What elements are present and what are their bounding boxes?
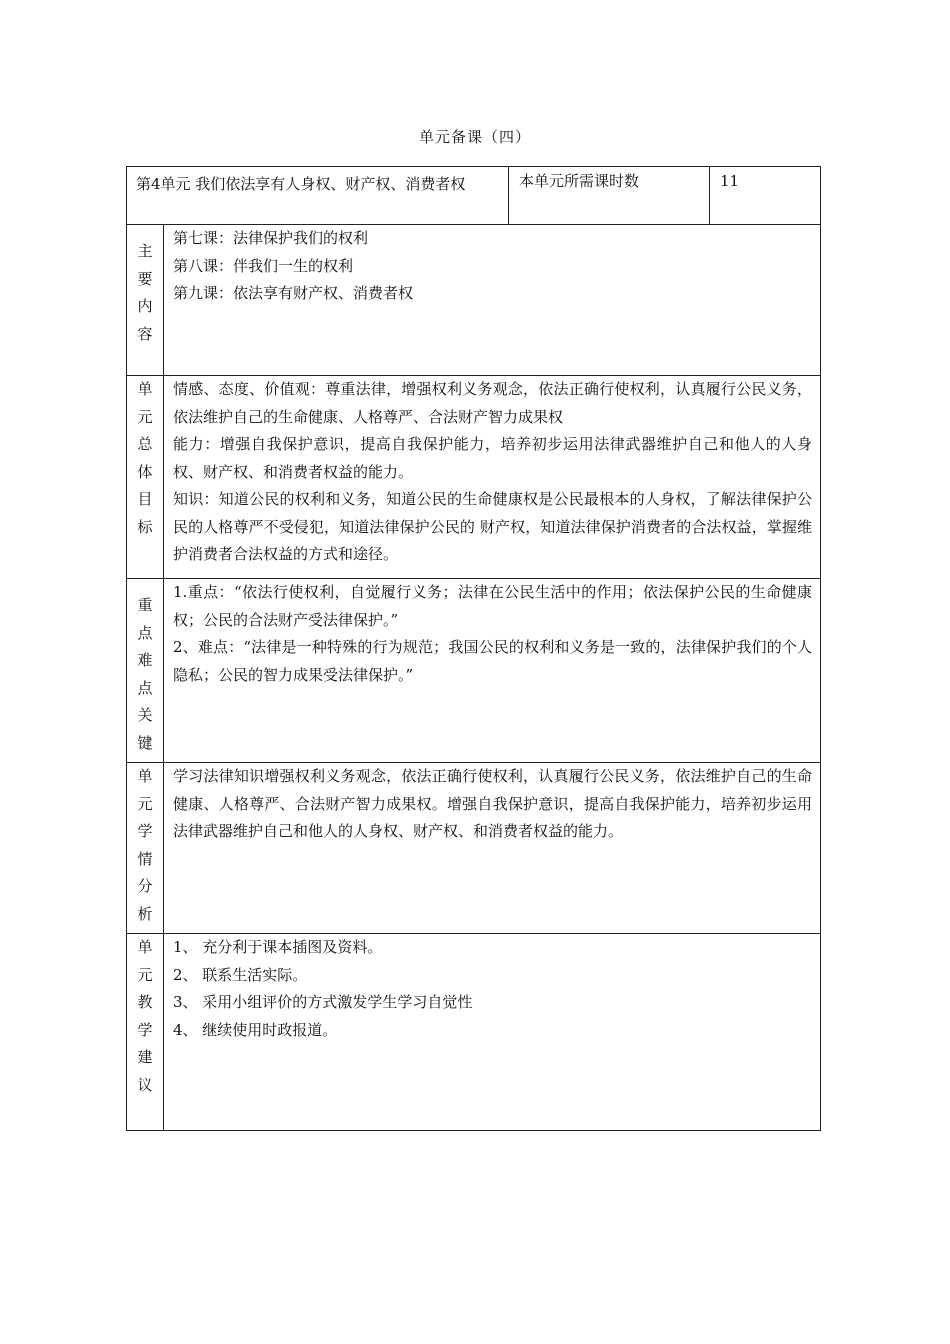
label-char: 分 xyxy=(137,877,153,895)
learning-analysis-cell xyxy=(164,763,821,934)
hours-label: 本单元所需课时数 xyxy=(519,172,640,190)
key-point-paragraph: 1.重点：“依法行使权利，自觉履行义务；法律在公民生活中的作用；依法保护公民的生命健康权；公民的合法财产受法律保护。” xyxy=(173,583,813,629)
lesson-plan-table xyxy=(126,166,821,1131)
label-char: 容 xyxy=(137,324,153,343)
label-char: 单 xyxy=(137,380,153,398)
label-char: 教 xyxy=(137,993,153,1011)
label-char: 主 xyxy=(137,242,153,260)
unit-title-cell xyxy=(127,167,509,225)
unit-goals-cell xyxy=(164,376,821,579)
label-char: 关 xyxy=(137,706,153,724)
label-char: 内 xyxy=(137,297,153,315)
label-char: 目 xyxy=(137,490,153,508)
row-label-learning-analysis xyxy=(127,763,164,934)
label-char: 元 xyxy=(137,965,153,984)
hours-value-cell xyxy=(710,167,821,225)
label-char: 键 xyxy=(137,733,153,752)
header-row xyxy=(127,167,821,225)
lesson-line: 第九课：依法享有财产权、消费者权 xyxy=(173,284,414,302)
suggestion-item: 3、 采用小组评价的方式激发学生学习自觉性 xyxy=(173,993,473,1011)
row-label-key-points xyxy=(127,579,164,763)
row-label-teaching-suggestions xyxy=(127,934,164,1131)
main-content-cell xyxy=(164,225,821,376)
label-char: 学 xyxy=(137,822,153,840)
label-char: 析 xyxy=(137,904,153,923)
teaching-suggestions-cell xyxy=(164,934,821,1131)
label-char: 要 xyxy=(137,269,153,288)
suggestion-item: 1、 充分利于课本插图及资料。 xyxy=(173,938,383,956)
label-char: 建 xyxy=(137,1048,153,1066)
key-points-row xyxy=(127,579,821,763)
label-char: 体 xyxy=(137,462,153,481)
suggestion-item: 4、 继续使用时政报道。 xyxy=(173,1020,338,1039)
row-label-unit-goals xyxy=(127,376,164,579)
hours-label-cell xyxy=(509,167,710,225)
label-char: 学 xyxy=(137,1020,153,1039)
unit-title: 第4单元 我们依法享有人身权、财产权、消费者权 xyxy=(136,175,466,193)
label-char: 重 xyxy=(137,596,153,614)
row-label-main-content xyxy=(127,225,164,376)
label-char: 议 xyxy=(137,1075,153,1094)
goal-paragraph: 能力：增强自我保护意识，提高自我保护能力，培养初步运用法律武器维护自己和他人的人身权、财产权、和消费者权益的能力。 xyxy=(173,435,813,481)
lesson-line: 第八课：伴我们一生的权利 xyxy=(173,256,354,275)
label-char: 情 xyxy=(137,849,153,868)
key-point-paragraph: 2、难点：“法律是一种特殊的行为规范；我国公民的权利和义务是一致的，法律保护我们的个人隐私；公民的智力成果受法律保护。” xyxy=(173,638,813,684)
label-char: 单 xyxy=(137,938,153,956)
key-points-cell xyxy=(164,579,821,763)
main-content-row xyxy=(127,225,821,376)
analysis-paragraph: 学习法律知识增强权利义务观念，依法正确行使权利，认真履行公民义务，依法维护自己的生命健康、人格尊严、合法财产智力成果权。增强自我保护意识，提高自我保护能力，培养初步运用法律武器维护自己和他人的人身权、财产权、和消费者权益的能力。 xyxy=(173,767,813,840)
label-char: 标 xyxy=(137,517,153,536)
page-title: 单元备课（四） xyxy=(418,128,531,146)
unit-goals-row xyxy=(127,376,821,579)
goal-paragraph: 知识：知道公民的权利和义务，知道公民的生命健康权是公民最根本的人身权，了解法律保护公民的人格尊严不受侵犯，知道法律保护公民的 财产权，知道法律保护消费者的合法权益，掌握维护消费者合法权益的方式和途径。 xyxy=(173,490,813,563)
lesson-line: 第七课：法律保护我们的权利 xyxy=(173,229,369,247)
label-char: 难 xyxy=(137,651,153,669)
teaching-suggestions-row xyxy=(127,934,821,1131)
hours-value: 11 xyxy=(720,172,740,190)
label-char: 点 xyxy=(137,623,153,642)
label-char: 总 xyxy=(137,435,153,453)
label-char: 单 xyxy=(137,767,153,785)
label-char: 元 xyxy=(137,794,153,813)
suggestion-item: 2、 联系生活实际。 xyxy=(173,965,308,984)
goal-paragraph: 情感、态度、价值观：尊重法律，增强权利义务观念，依法正确行使权利，认真履行公民义务，依法维护自己的生命健康、人格尊严、合法财产智力成果权 xyxy=(173,380,813,426)
label-char: 元 xyxy=(137,407,153,426)
learning-analysis-row xyxy=(127,763,821,934)
label-char: 点 xyxy=(137,678,153,697)
